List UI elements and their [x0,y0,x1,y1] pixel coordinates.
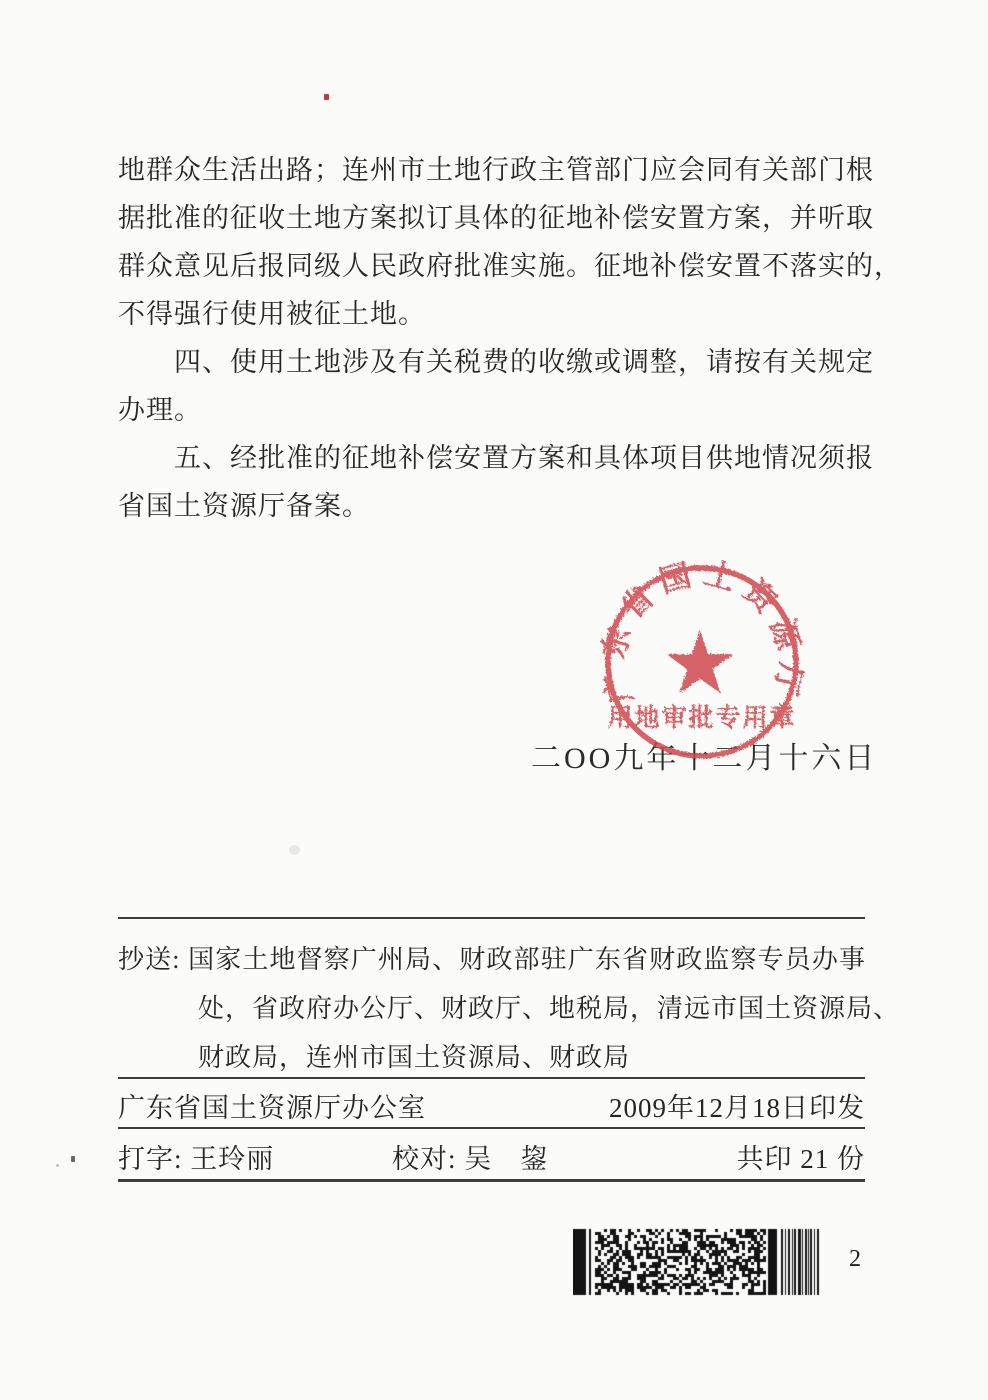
print-copies: 共印 21 份 [736,1143,865,1174]
text-line: 办理。 [118,395,202,425]
proofreader: 校对: 吴 鋆 [392,1143,549,1174]
footer-rule-bottom [118,1179,865,1182]
text-line: 五、经批准的征地补偿安置方案和具体项目供地情况须报 [174,443,874,473]
footer-rule-3 [118,1127,865,1129]
footer-rule-top [118,917,865,919]
scan-speck-faint [56,1164,59,1167]
red-ink-speck [324,94,329,100]
barcode-2d-icon [573,1227,820,1299]
svg-text:广东省国土资源厅 [595,555,808,707]
seal-arc-text: 广东省国土资源厅 [595,555,809,708]
seal-banner-text: 用地审批专用章 [607,705,797,732]
cc-line: 处，省政府办公厅、财政厅、地税局，清远市国土资源局、 [198,994,901,1023]
typist: 打字: 王玲丽 [118,1143,275,1174]
cc-block [118,935,901,1082]
typist-row [118,1133,865,1179]
scan-speck [71,1156,75,1162]
text-line: 四、使用土地涉及有关税费的收缴或调整，请按有关规定 [174,347,874,377]
text-line: 不得强行使用被征土地。 [118,299,426,329]
signature-date: 二OO九年十二月十六日 [531,742,878,775]
page-number: 2 [849,1246,861,1272]
text-line: 省国土资源厅备案。 [118,491,370,521]
office-row [118,1083,865,1127]
star-icon [667,630,734,693]
cc-line: 财政局，连州市国土资源局、财政局 [198,1043,631,1072]
text-line: 群众意见后报同级人民政府批准实施。征地补偿安置不落实的， [118,251,902,281]
office-name: 广东省国土资源厅办公室 [118,1092,426,1123]
seal-ring [608,568,796,756]
print-date: 2009年12月18日印发 [609,1092,865,1123]
body-text [118,146,902,530]
text-line: 据批准的征收土地方案拟订具体的征地补偿安置方案，并听取 [118,203,874,233]
scan-smudge [289,845,300,855]
text-line: 地群众生活出路；连州市土地行政主管部门应会同有关部门根 [118,155,874,185]
cc-line: 抄送: 国家土地督察广州局、财政部驻广东省财政监察专员办事 [118,945,866,974]
